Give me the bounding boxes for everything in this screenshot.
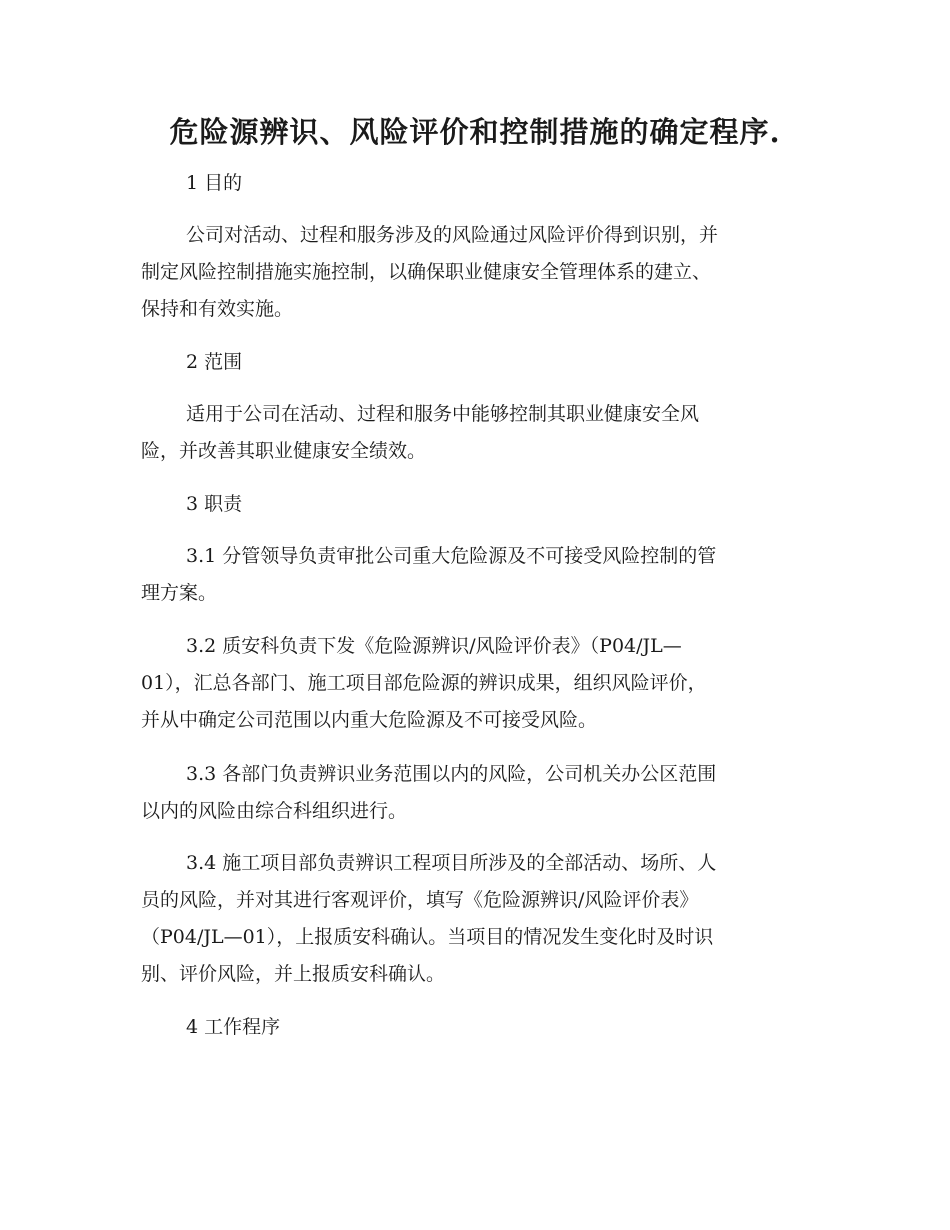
section-3-2-line: 3.2 质安科负责下发《危险源辨识/风险评价表》（P04/JL— [186, 635, 682, 657]
section-3-4-line: 3.4 施工项目部负责辨识工程项目所涉及的全部活动、场所、人 [186, 852, 717, 874]
section-3-4-line: （P04/JL—01），上报质安科确认。当项目的情况发生变化时及时识 [141, 926, 714, 948]
section-2-line: 险，并改善其职业健康安全绩效。 [141, 440, 427, 462]
section-1-line: 公司对活动、过程和服务涉及的风险通过风险评价得到识别，并 [186, 224, 719, 246]
section-3-4-line: 员的风险，并对其进行客观评价，填写《危险源辨识/风险评价表》 [141, 889, 699, 911]
section-3-3-line: 3.3 各部门负责辨识业务范围以内的风险，公司机关办公区范围 [186, 763, 717, 785]
section-3-4-line: 别、评价风险，并上报质安科确认。 [141, 963, 446, 985]
section-3-heading: 3 职责 [186, 493, 243, 515]
section-1-heading: 1 目的 [186, 172, 243, 194]
section-3-1-line: 3.1 分管领导负责审批公司重大危险源及不可接受风险控制的管 [186, 545, 717, 567]
section-3-2-line: 并从中确定公司范围以内重大危险源及不可接受风险。 [141, 709, 598, 731]
section-1-line: 保持和有效实施。 [141, 298, 294, 320]
section-3-2-line: 01），汇总各部门、施工项目部危险源的辨识成果，组织风险评价， [141, 672, 707, 694]
section-1-line: 制定风险控制措施实施控制，以确保职业健康安全管理体系的建立、 [141, 261, 712, 283]
section-3-1-line: 理方案。 [141, 582, 218, 604]
section-2-heading: 2 范围 [186, 351, 243, 373]
section-3-3-line: 以内的风险由综合科组织进行。 [141, 800, 408, 822]
section-2-line: 适用于公司在活动、过程和服务中能够控制其职业健康安全风 [186, 403, 700, 425]
document-title: 危险源辨识、风险评价和控制措施的确定程序. [169, 115, 781, 149]
section-4-heading: 4 工作程序 [186, 1016, 281, 1038]
